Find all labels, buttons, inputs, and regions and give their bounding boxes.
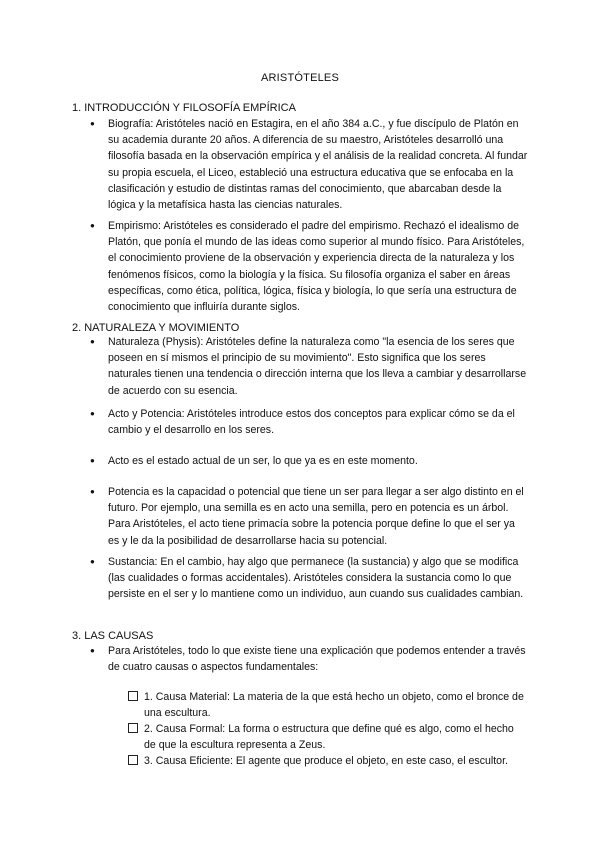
section-heading-2: 2. NATURALEZA Y MOVIMIENTO [72, 322, 240, 334]
bullet-empirismo: ● Empirismo: Aristóteles es considerado el padre del empirismo. Rechazó el idealismo de Platón, que ponía el mundo de las ideas como superior al mundo físico. Para Aristóteles, el conocimiento proviene de la observación y experiencia directa de la naturaleza y los fenómenos físicos, como la biología y la física. Su filosofía organiza el saber en áreas específicas, como ética, política, lógica, física y biología, lo que sería una estructura de conocimiento que influiría durante siglos. [108, 218, 528, 315]
section-heading-1: 1. INTRODUCCIÓN Y FILOSOFÍA EMPÍRICA [72, 102, 296, 114]
section-heading-3: 3. LAS CAUSAS [72, 630, 154, 642]
checklist-item-text: 1. Causa Material: La materia de la que está hecho un objeto, como el bronce de una escultura. [144, 691, 524, 719]
checklist-item-causa-eficiente [128, 753, 528, 769]
bullet-biografia: ● Biografía: Aristóteles nació en Estagira, en el año 384 a.C., y fue discípulo de Platón en su academia durante 20 años. A diferencia de su maestro, Aristóteles desarrolló una filosofía basada en la observación empírica y el análisis de la realidad concreta. Al fundar su propia escuela, el Liceo, estableció una estructura educativa que se enfocaba en la clasificación y estudio de distintas ramas del conocimiento, que abarcaban desde la lógica y la metafísica hasta las ciencias naturales. [108, 116, 528, 213]
checkbox-icon[interactable] [128, 755, 138, 765]
bullet-acto-potencia: ● Acto y Potencia: Aristóteles introduce estos dos conceptos para explicar cómo se da el cambio y el desarrollo en los seres. [108, 406, 528, 438]
checklist-item-text: 3. Causa Eficiente: El agente que produce el objeto, en este caso, el escultor. [144, 755, 508, 767]
checklist-item-causa-material [128, 689, 528, 721]
checkbox-icon[interactable] [128, 723, 138, 733]
checkbox-icon[interactable] [128, 691, 138, 701]
document-title: ARISTÓTELES [261, 72, 339, 84]
bullet-causas-intro: ● Para Aristóteles, todo lo que existe tiene una explicación que podemos entender a través de cuatro causas o aspectos fundamentales: [108, 643, 528, 675]
bullet-naturaleza: ● Naturaleza (Physis): Aristóteles define la naturaleza como "la esencia de los seres que poseen en sí mismos el principio de su movimiento". Esto significa que los seres naturales tienen una tendencia o dirección interna que los lleva a cambiar y desarrollarse de acuerdo con su esencia. [108, 334, 528, 399]
bullet-acto: ● Acto es el estado actual de un ser, lo que ya es en este momento. [108, 453, 528, 469]
bullet-potencia: ● Potencia es la capacidad o potencial que tiene un ser para llegar a ser algo distinto en el futuro. Por ejemplo, una semilla es en acto una semilla, pero en potencia es un árbol. Para Aristóteles, el acto tiene primacía sobre la potencia porque define lo que el ser ya es y le da la posibilidad de desarrollarse hacia su potencial. [108, 484, 528, 549]
checklist-item-text: 2. Causa Formal: La forma o estructura que define qué es algo, como el hecho de que la escultura representa a Zeus. [144, 723, 514, 751]
checklist-item-causa-formal [128, 721, 528, 753]
bullet-sustancia: ● Sustancia: En el cambio, hay algo que permanece (la sustancia) y algo que se modifica (las cualidades o formas accidentales). Aristóteles considera la sustancia como lo que persiste en el ser y lo mantiene como un individuo, aun cuando sus cualidades cambian. [108, 554, 528, 603]
